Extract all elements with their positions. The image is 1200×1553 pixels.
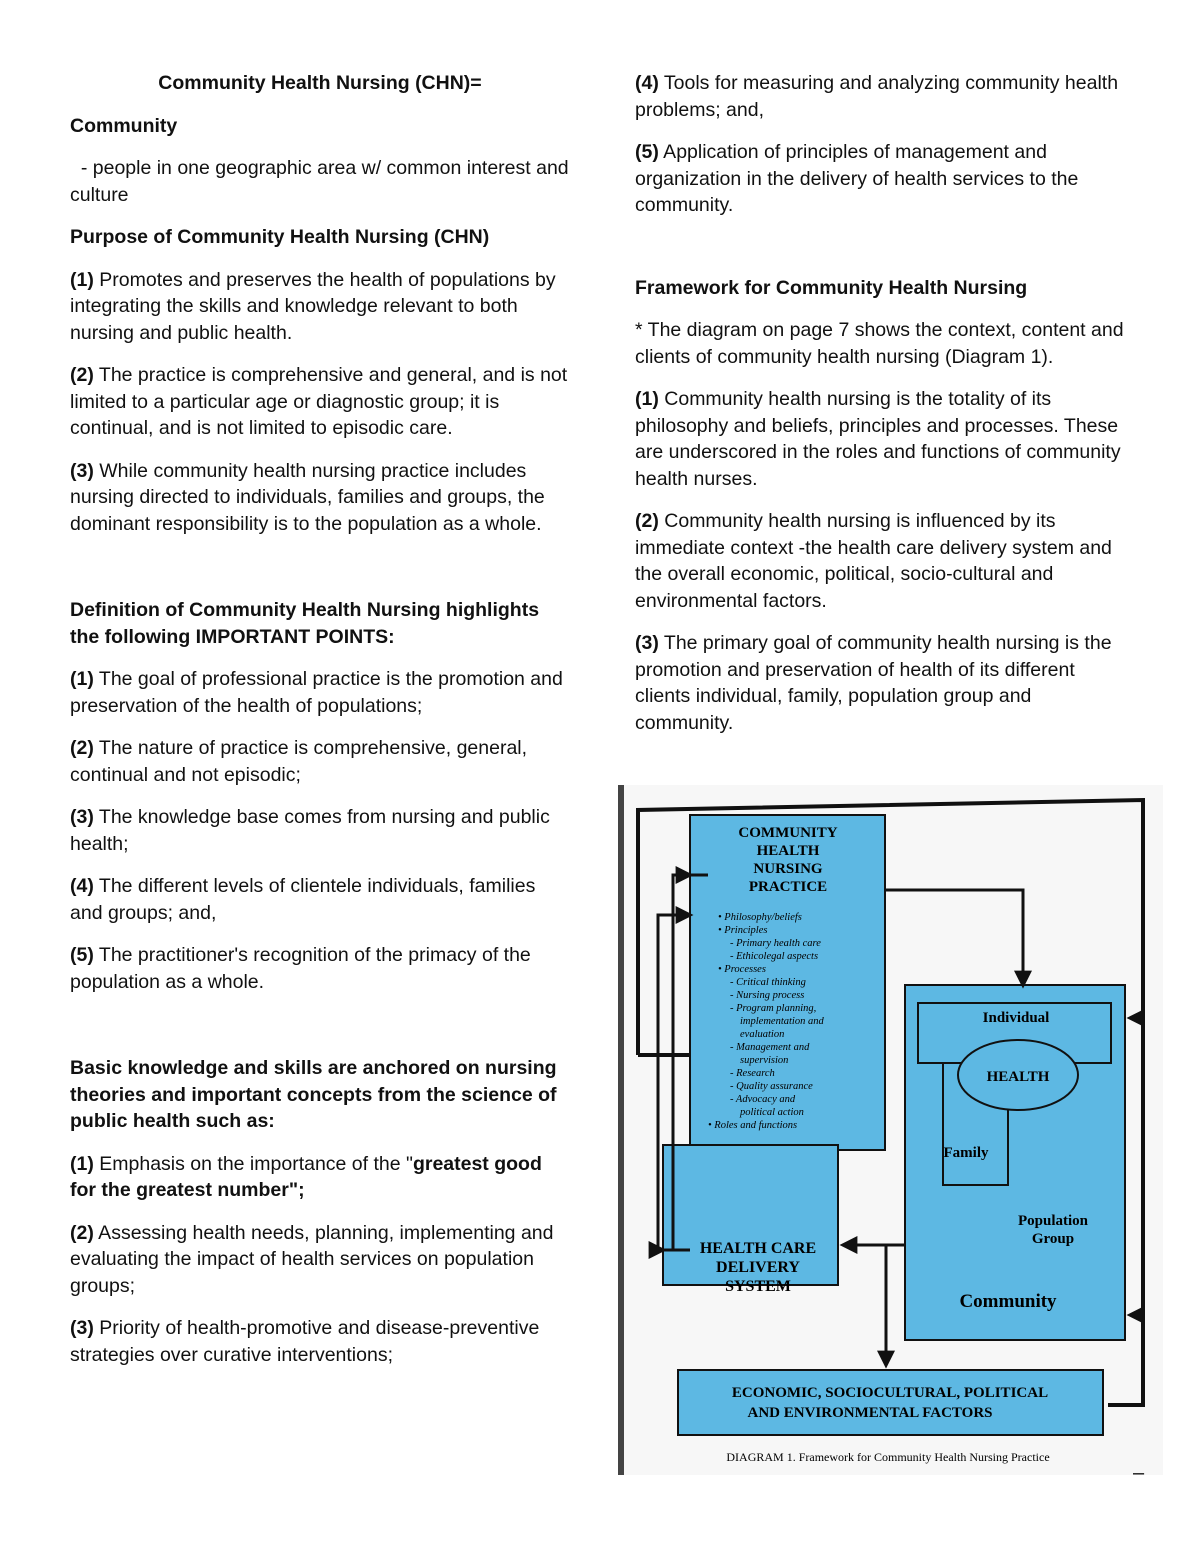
health-label: HEALTH [986, 1069, 1050, 1085]
purpose-item: (1) Promotes and preserves the health of populations by integrating the skills and knowledge relevant to both nursing and public health. [70, 268, 556, 344]
framework-item: (3) The primary goal of community health nursing is the promotion and preservation of health of its different clients individual, family, population group and community. [635, 632, 1112, 734]
definition-item: (4) The different levels of clientele individuals, families and groups; and, [70, 875, 536, 924]
factors-line: ECONOMIC, SOCIOCULTURAL, POLITICAL [731, 1385, 1049, 1401]
page-title: Community Health Nursing (CHN)= [158, 72, 482, 94]
factors-line: AND ENVIRONMENTAL FACTORS [747, 1405, 993, 1421]
chn-title-line: NURSING [753, 861, 823, 877]
definition-item: (3) The knowledge base comes from nursing and public health; [70, 806, 550, 855]
chn-list-item: evaluation [740, 1029, 785, 1040]
framework-note: * The diagram on page 7 shows the context, content and clients of community health nursing (Diagram 1). [635, 319, 1124, 368]
framework-heading: Framework for Community Health Nursing [635, 276, 1028, 299]
purpose-item: (2) The practice is comprehensive and general, and is not limited to a particular age or diagnostic group; it is continual, and is not limited to episodic care. [70, 364, 568, 439]
definition-item: (1) The goal of professional practice is the promotion and preservation of the health of populations; [70, 668, 563, 717]
basic-item: (4) Tools for measuring and analyzing community health problems; and, [635, 72, 1119, 121]
chn-list-item: • Roles and functions [708, 1120, 798, 1131]
chn-title-line: HEALTH [756, 843, 820, 859]
purpose-item: (3) While community health nursing practice includes nursing directed to individuals, families and groups, the dominant responsibility is to the population as a whole. [70, 459, 545, 535]
family-label: Family [943, 1145, 989, 1161]
chn-list-item: ‐ Advocacy and [730, 1094, 796, 1105]
framework-diagram [618, 785, 1163, 1475]
basic-item: (3) Priority of health-promotive and disease-preventive strategies over curative interventions; [70, 1317, 540, 1366]
community-definition: - people in one geographic area w/ common interest and culture [70, 157, 569, 206]
definition-item: (5) The practitioner's recognition of the primacy of the population as a whole. [70, 944, 531, 993]
chn-list-item: ‐ Ethicolegal aspects [730, 951, 819, 962]
chn-title-line: PRACTICE [748, 879, 828, 895]
footer-mark: – [1133, 1462, 1145, 1484]
hcds-title-line: DELIVERY [716, 1259, 800, 1276]
right-column [635, 70, 1135, 752]
chn-list-item: • Processes [718, 964, 766, 975]
page-edge-shadow [618, 785, 624, 1475]
basic-knowledge-heading: Basic knowledge and skills are anchored on nursing theories and important concepts from the science of public health such as: [70, 1057, 557, 1132]
diagram-caption: DIAGRAM 1. Framework for Community Health Nursing Practice [726, 1450, 1050, 1464]
chn-list-item: ‐ Critical thinking [730, 977, 806, 988]
definition-heading: Definition of Community Health Nursing highlights the following IMPORTANT POINTS: [70, 599, 540, 648]
chn-list-item: ‐ Nursing process [730, 990, 805, 1001]
definition-item: (2) The nature of practice is comprehensive, general, continual and not episodic; [70, 737, 528, 786]
chn-list-item: implementation and [740, 1016, 824, 1027]
chn-list-item: • Principles [718, 925, 768, 936]
framework-item: (1) Community health nursing is the totality of its philosophy and beliefs, principles and processes. These are underscored in the roles and functions of community health nurses. [635, 388, 1121, 490]
chn-list-item: ‐ Research [730, 1068, 775, 1079]
purpose-heading: Purpose of Community Health Nursing (CHN) [70, 226, 490, 248]
chn-list-item: ‐ Management and [730, 1042, 810, 1053]
framework-item: (2) Community health nursing is influenced by its immediate context -the health care delivery system and the overall economic, political, socio-cultural and environmental factors. [635, 510, 1112, 612]
chn-list-item: ‐ Program planning, [730, 1003, 817, 1014]
basic-item: (1) Emphasis on the importance of the "greatest good for the greatest number"; [70, 1152, 542, 1201]
chn-list-item: ‐ Quality assurance [730, 1081, 813, 1092]
hcds-title-line: SYSTEM [725, 1278, 791, 1295]
factors-box [678, 1370, 1103, 1435]
hcds-title-line: HEALTH CARE [699, 1240, 817, 1257]
population-group-line: Group [1031, 1231, 1075, 1247]
community-box [905, 985, 1125, 1340]
chn-list-item: supervision [740, 1055, 789, 1066]
community-label: Community [959, 1291, 1057, 1312]
population-group-line: Population [1017, 1213, 1089, 1229]
community-heading: Community [70, 114, 178, 137]
chn-list-item: ‐ Primary health care [730, 938, 821, 949]
basic-item: (5) Application of principles of management and organization in the delivery of health services to the community. [635, 141, 1079, 216]
chn-title-line: COMMUNITY [738, 825, 838, 841]
chn-list-item: political action [740, 1107, 804, 1118]
individual-label: Individual [982, 1010, 1050, 1026]
left-column [70, 70, 570, 1384]
chn-list-item: • Philosophy/beliefs [718, 912, 802, 923]
basic-item: (2) Assessing health needs, planning, implementing and evaluating the impact of health services on population groups; [70, 1221, 554, 1297]
